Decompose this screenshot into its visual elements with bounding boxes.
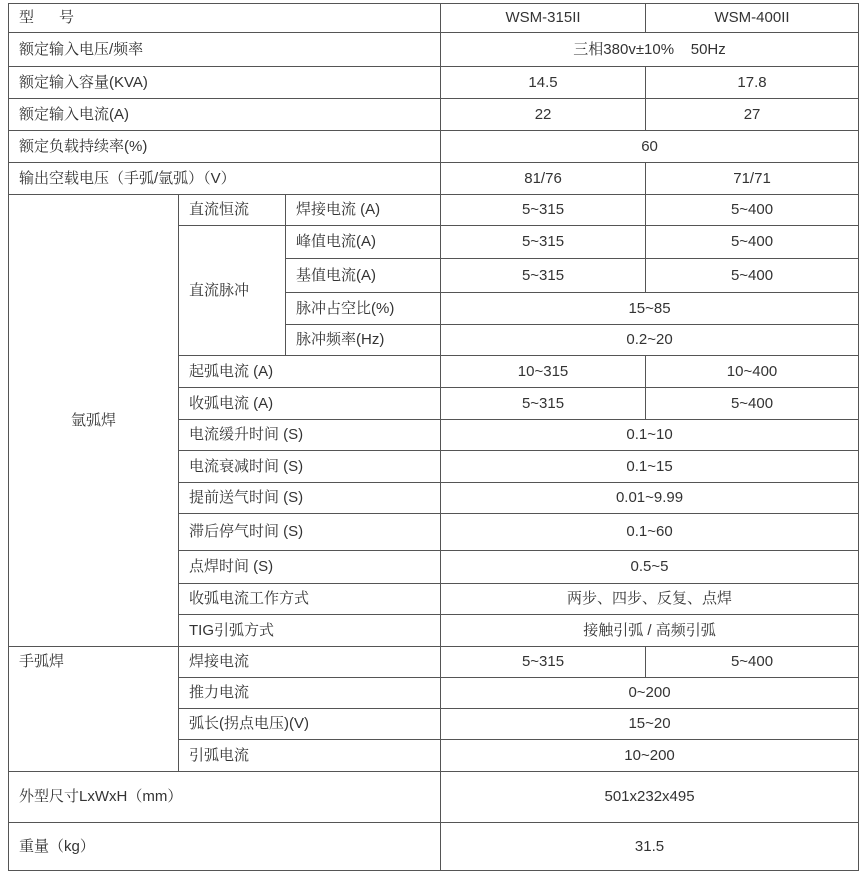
- spec-value: 0.01~9.99: [441, 483, 859, 514]
- spec-label: 电流衰减时间 (S): [179, 451, 441, 483]
- spec-value-315: 5~315: [441, 195, 646, 226]
- spec-value-315: 5~315: [441, 226, 646, 259]
- spec-label: 脉冲占空比(%): [286, 293, 441, 325]
- spec-label: 推力电流: [179, 678, 441, 709]
- spec-value: 接触引弧 / 高频引弧: [441, 615, 859, 647]
- spec-value-weight: 31.5: [441, 823, 859, 871]
- spec-label: 额定输入电压/频率: [9, 33, 441, 67]
- table-row: [9, 99, 859, 131]
- subgroup-label-dc-pulse: 直流脉冲: [179, 226, 286, 356]
- spec-value: 0.1~60: [441, 514, 859, 551]
- spec-label: 额定负载持续率(%): [9, 131, 441, 163]
- spec-label: 额定输入容量(KVA): [9, 67, 441, 99]
- spec-label: 收弧电流工作方式: [179, 584, 441, 615]
- spec-value: 10~200: [441, 740, 859, 772]
- spec-label: 基值电流(A): [286, 259, 441, 293]
- spec-label-dimensions: 外型尺寸LxWxH（mm）: [9, 772, 441, 823]
- spec-label: 脉冲频率(Hz): [286, 325, 441, 356]
- spec-value: 0.1~10: [441, 420, 859, 451]
- spec-value: 0~200: [441, 678, 859, 709]
- spec-value-315: 5~315: [441, 388, 646, 420]
- spec-label: 点焊时间 (S): [179, 551, 441, 584]
- spec-value-400: 5~400: [646, 226, 859, 259]
- spec-label: 起弧电流 (A): [179, 356, 441, 388]
- model-name-400: WSM-400II: [646, 4, 859, 33]
- subgroup-label-dc-constant: 直流恒流: [179, 195, 286, 226]
- spec-value: 0.5~5: [441, 551, 859, 584]
- table-row: [9, 67, 859, 99]
- table-row: [9, 823, 859, 871]
- spec-value-dimensions: 501x232x495: [441, 772, 859, 823]
- spec-value: 三相380v±10% 50Hz: [441, 33, 859, 67]
- table-row: [9, 33, 859, 67]
- table-row-header: [9, 4, 859, 33]
- spec-label: 额定输入电流(A): [9, 99, 441, 131]
- spec-value-315: 10~315: [441, 356, 646, 388]
- spec-label: 收弧电流 (A): [179, 388, 441, 420]
- spec-value: 60: [441, 131, 859, 163]
- spec-value-400: 5~400: [646, 647, 859, 678]
- spec-label-weight: 重量（kg）: [9, 823, 441, 871]
- spec-label: 焊接电流: [179, 647, 441, 678]
- spec-value-315: 81/76: [441, 163, 646, 195]
- spec-value-400: 5~400: [646, 388, 859, 420]
- spec-label: 滞后停气时间 (S): [179, 514, 441, 551]
- spec-value-400: 5~400: [646, 259, 859, 293]
- spec-table: [8, 3, 859, 871]
- spec-value-315: 5~315: [441, 259, 646, 293]
- model-header-label: 型 号: [9, 4, 441, 33]
- table-row: [9, 647, 859, 678]
- spec-value: 15~20: [441, 709, 859, 740]
- spec-label: TIG引弧方式: [179, 615, 441, 647]
- model-name-315: WSM-315II: [441, 4, 646, 33]
- spec-value: 0.1~15: [441, 451, 859, 483]
- spec-label: 提前送气时间 (S): [179, 483, 441, 514]
- spec-label: 峰值电流(A): [286, 226, 441, 259]
- table-row: [9, 195, 859, 226]
- spec-value-315: 14.5: [441, 67, 646, 99]
- group-label-mma: 手弧焊: [9, 647, 179, 772]
- spec-value-400: 10~400: [646, 356, 859, 388]
- table-row: [9, 163, 859, 195]
- spec-value-315: 22: [441, 99, 646, 131]
- group-label-tig: 氩弧焊: [9, 195, 179, 647]
- spec-label: 电流缓升时间 (S): [179, 420, 441, 451]
- table-row: [9, 772, 859, 823]
- spec-value-400: 17.8: [646, 67, 859, 99]
- spec-label: 引弧电流: [179, 740, 441, 772]
- spec-label: 弧长(拐点电压)(V): [179, 709, 441, 740]
- spec-value-400: 5~400: [646, 195, 859, 226]
- spec-value: 0.2~20: [441, 325, 859, 356]
- spec-label: 输出空载电压（手弧/氩弧）（V）: [9, 163, 441, 195]
- spec-value: 两步、四步、反复、点焊: [441, 584, 859, 615]
- table-row: [9, 131, 859, 163]
- spec-value-400: 27: [646, 99, 859, 131]
- spec-value-315: 5~315: [441, 647, 646, 678]
- spec-label: 焊接电流 (A): [286, 195, 441, 226]
- spec-value-400: 71/71: [646, 163, 859, 195]
- spec-value: 15~85: [441, 293, 859, 325]
